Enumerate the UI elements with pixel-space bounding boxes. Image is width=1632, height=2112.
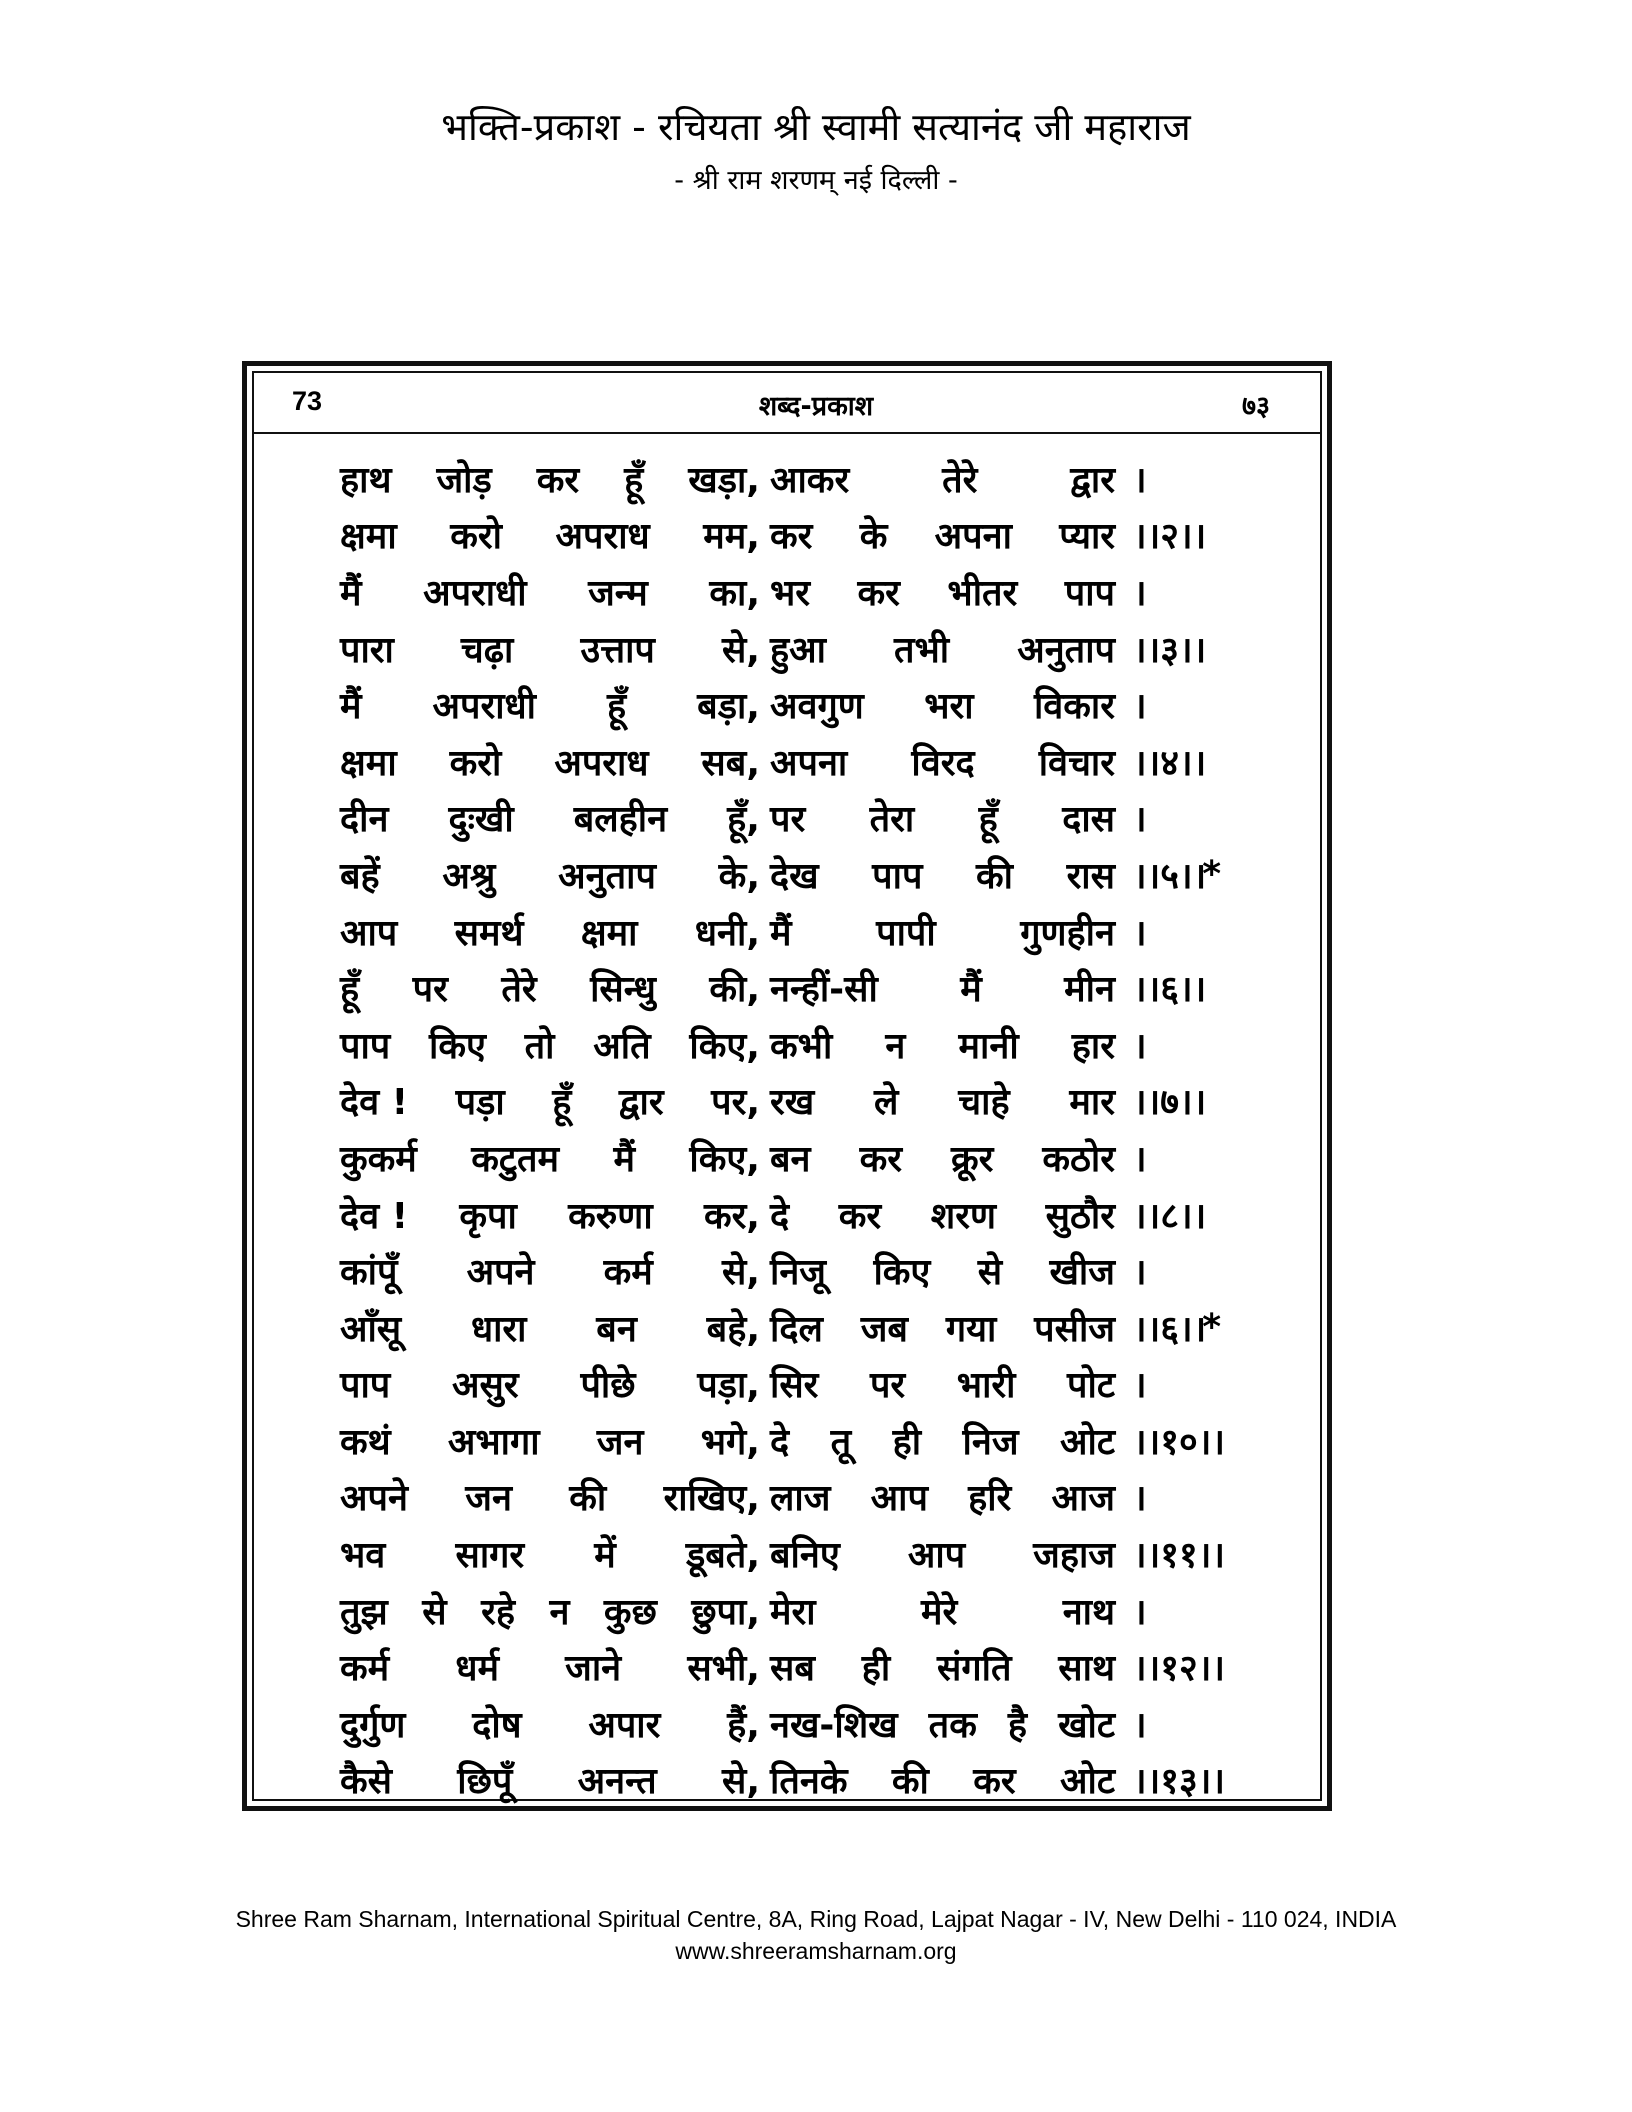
verse-word: धारा xyxy=(470,1308,527,1350)
verse-word: बन xyxy=(770,1138,811,1180)
verse-word: अभागा xyxy=(447,1421,540,1463)
verse-word: भगे, xyxy=(700,1421,760,1463)
verse-word: कर xyxy=(838,1195,882,1237)
verse-number: ।।८।। xyxy=(1133,1195,1207,1237)
verse-word: कर xyxy=(770,516,813,558)
verse-word: द्वार xyxy=(618,1082,664,1124)
verse-second-half xyxy=(770,1586,1115,1635)
verse-word: सब xyxy=(770,1648,815,1690)
verse-word: किए xyxy=(873,1252,931,1294)
verse-word: धर्म xyxy=(455,1648,499,1690)
verse-first-half xyxy=(340,1359,760,1408)
verse-line xyxy=(340,1582,1280,1639)
verse-number: ।।११।। xyxy=(1133,1535,1226,1577)
verse-word: रास xyxy=(1066,855,1115,897)
verse-word: अश्रु xyxy=(442,855,496,897)
verse-word: द्वार xyxy=(1070,459,1115,501)
verse-first-half xyxy=(340,737,760,786)
verse-word: मैं xyxy=(770,912,792,954)
verse-word: अनन्त xyxy=(577,1761,657,1803)
footer-website: www.shreeramsharnam.org xyxy=(675,1938,957,1964)
verse-number: । xyxy=(1133,572,1147,614)
verse-first-half xyxy=(340,567,760,616)
verse-word: हैं, xyxy=(727,1704,760,1746)
verse-word: करुणा xyxy=(568,1195,653,1237)
verse-word: हूँ xyxy=(340,969,360,1011)
verse-word: दुर्गुण xyxy=(340,1704,406,1746)
verse-word: सभी, xyxy=(687,1648,760,1690)
verse-first-half xyxy=(340,1303,760,1352)
verse-word: रख xyxy=(770,1082,815,1124)
verse-word: हरि xyxy=(968,1478,1012,1520)
verse-first-half xyxy=(340,1699,760,1748)
verse-word: आज xyxy=(1051,1478,1115,1520)
verse-word: क्षमा xyxy=(340,742,397,784)
verse-word: पारा xyxy=(340,629,394,671)
verse-first-half xyxy=(340,1586,760,1635)
verse-line xyxy=(340,790,1280,847)
verse-number: ।।७।। xyxy=(1133,1082,1207,1124)
verse-word: अपराधी xyxy=(432,686,537,728)
verse-line xyxy=(340,676,1280,733)
verse-word: पाप xyxy=(872,855,923,897)
verse-number: । xyxy=(1133,1704,1147,1746)
verse-word: बहे, xyxy=(706,1308,760,1350)
verse-word: है xyxy=(1007,1704,1028,1746)
verse-word: आप xyxy=(340,912,398,954)
verse-word: कटुतम xyxy=(471,1138,560,1180)
verse-first-half xyxy=(340,963,760,1012)
verse-word: डूबते, xyxy=(685,1535,760,1577)
verse-word: पाप xyxy=(1064,572,1115,614)
verse-word: देख xyxy=(770,855,819,897)
verse-word: आकर xyxy=(770,459,850,501)
verse-first-half xyxy=(340,454,760,503)
verse-line xyxy=(340,846,1280,903)
verse-first-half xyxy=(340,680,760,729)
verse-word: समर्थ xyxy=(454,912,524,954)
verse-word: रहे xyxy=(481,1591,515,1633)
verse-word: बहें xyxy=(340,855,380,897)
verse-line xyxy=(340,733,1280,790)
verse-number: । xyxy=(1133,1252,1147,1294)
verse-line xyxy=(340,563,1280,620)
verse-word: कर, xyxy=(703,1195,760,1237)
verse-word: कर्म xyxy=(603,1252,653,1294)
verse-word: छिपूँ xyxy=(457,1761,513,1803)
verse-line xyxy=(340,450,1280,507)
verse-word: मैं xyxy=(613,1138,636,1180)
verse-second-half xyxy=(770,793,1115,842)
verse-first-half xyxy=(340,624,760,673)
verse-second-half xyxy=(770,1190,1115,1239)
verse-word: हूँ, xyxy=(727,799,760,841)
verse-word: करो xyxy=(449,742,502,784)
verse-word: ही xyxy=(861,1648,891,1690)
verse-word: मेरे xyxy=(921,1591,958,1633)
verse-word: आँसू xyxy=(340,1308,402,1350)
verse-first-half xyxy=(340,1472,760,1521)
verse-line xyxy=(340,1016,1280,1073)
verse-second-half xyxy=(770,1303,1115,1352)
verse-word: तुझ xyxy=(340,1591,388,1633)
verse-number: । xyxy=(1133,1138,1147,1180)
verse-word: सिन्धु xyxy=(590,969,656,1011)
verse-first-half xyxy=(340,1133,760,1182)
verse-line xyxy=(340,1752,1280,1809)
verse-word: अपराधी xyxy=(423,572,527,614)
verse-second-half xyxy=(770,1529,1115,1578)
verse-word: से, xyxy=(721,629,760,671)
verse-word: गुणहीन xyxy=(1020,912,1115,954)
verse-word: नन्हीं-सी xyxy=(770,969,878,1011)
verse-second-half xyxy=(770,850,1115,899)
verse-word: मानी xyxy=(958,1025,1019,1067)
verse-word: जन xyxy=(596,1421,644,1463)
verse-word: बड़ा, xyxy=(697,686,760,728)
verse-word: कर xyxy=(859,1138,902,1180)
verse-second-half xyxy=(770,680,1115,729)
verse-word: सिर xyxy=(770,1365,819,1407)
verse-word: का, xyxy=(709,572,760,614)
verse-number: ।।२।। xyxy=(1133,516,1207,558)
verse-word: की xyxy=(891,1761,929,1803)
verse-word: देव ! xyxy=(340,1082,409,1124)
verse-word: कठोर xyxy=(1042,1138,1115,1180)
verse-word: पर xyxy=(412,969,448,1011)
verse-word: हूँ xyxy=(624,459,644,501)
verse-word: क्षमा xyxy=(340,516,397,558)
verse-first-half xyxy=(340,907,760,956)
verse-word: भरा xyxy=(924,686,974,728)
verse-word: कर xyxy=(536,459,580,501)
footer-address: Shree Ram Sharnam, International Spiritual Centre, 8A, Ring Road, Lajpat Nagar - IV, New Delhi - 110 024, INDIA xyxy=(235,1906,1397,1932)
verse-number: । xyxy=(1133,686,1147,728)
verse-word: जहाज xyxy=(1033,1535,1115,1577)
verse-line xyxy=(340,1412,1280,1469)
verse-word: आप xyxy=(870,1478,928,1520)
verse-word: हार xyxy=(1071,1025,1115,1067)
verse-word: बन xyxy=(596,1308,637,1350)
verse-word: हुआ xyxy=(770,629,826,671)
verse-word: न xyxy=(549,1591,570,1633)
verse-word: विरद xyxy=(911,742,975,784)
verse-word: पर xyxy=(770,799,806,841)
verse-word: पापी xyxy=(876,912,936,954)
verse-word: सागर xyxy=(455,1535,525,1577)
verse-word: करो xyxy=(450,516,502,558)
verse-word: अपने xyxy=(466,1252,535,1294)
verse-number: । xyxy=(1133,1025,1147,1067)
verse-word: अनुताप xyxy=(1017,629,1115,671)
verse-word: अपराध xyxy=(555,516,650,558)
verse-word: छुपा, xyxy=(691,1591,760,1633)
verse-word: मार xyxy=(1069,1082,1115,1124)
verse-second-half xyxy=(770,907,1115,956)
verse-word: मैं xyxy=(340,572,362,614)
verse-number: । xyxy=(1133,1478,1147,1520)
page-header-subtitle: - श्री राम शरणम् नई दिल्ली - xyxy=(674,165,958,196)
verse-word: साथ xyxy=(1058,1648,1115,1690)
verse-word: शरण xyxy=(930,1195,997,1237)
verse-star-mark: * xyxy=(1202,1306,1222,1348)
verse-word: असुर xyxy=(452,1365,519,1407)
verse-word: प्यार xyxy=(1059,516,1115,558)
verse-word: भारी xyxy=(956,1365,1016,1407)
verse-first-half xyxy=(340,1076,760,1125)
verse-word: के xyxy=(859,516,888,558)
verse-second-half xyxy=(770,1642,1115,1691)
verse-word: निजू xyxy=(770,1252,827,1294)
verse-word: हूँ xyxy=(552,1082,572,1124)
verse-word: किए xyxy=(429,1025,486,1067)
verse-word: किए, xyxy=(689,1138,760,1180)
verse-line xyxy=(340,1242,1280,1299)
verse-word: पर, xyxy=(711,1082,760,1124)
page-number-devanagari: ७३ xyxy=(1242,391,1271,422)
verse-word: हूँ xyxy=(607,686,627,728)
verse-word: नाथ xyxy=(1062,1591,1115,1633)
verse-word: ओट xyxy=(1060,1421,1115,1463)
verse-line xyxy=(340,1129,1280,1186)
verse-first-half xyxy=(340,1190,760,1239)
verse-star-mark: * xyxy=(1202,853,1222,895)
verse-word: मीन xyxy=(1064,969,1115,1011)
verse-word: क्रूर xyxy=(950,1138,994,1180)
verse-word: कुछ xyxy=(603,1591,657,1633)
verse-second-half xyxy=(770,1076,1115,1125)
verse-word: किए, xyxy=(689,1025,760,1067)
verse-second-half xyxy=(770,1246,1115,1295)
verse-word: विकार xyxy=(1033,686,1115,728)
verse-word: कांपूँ xyxy=(340,1252,398,1294)
verse-second-half xyxy=(770,1472,1115,1521)
verse-word: मम, xyxy=(703,516,760,558)
verse-word: संगति xyxy=(937,1648,1012,1690)
verse-word: पाप xyxy=(340,1365,391,1407)
verse-word: भव xyxy=(340,1535,386,1577)
verse-line xyxy=(340,620,1280,677)
verse-line xyxy=(340,1073,1280,1130)
verse-word: कर xyxy=(973,1761,1016,1803)
verse-word: कैसे xyxy=(340,1761,392,1803)
verse-word: उत्ताप xyxy=(580,629,655,671)
verse-second-half xyxy=(770,1359,1115,1408)
verse-word: पोट xyxy=(1067,1365,1115,1407)
verse-word: दिल xyxy=(770,1308,823,1350)
verse-word: के, xyxy=(718,855,760,897)
verse-second-half xyxy=(770,1755,1115,1804)
verse-word: सब, xyxy=(701,742,760,784)
verse-word: कर्म xyxy=(340,1648,390,1690)
verse-word: हूँ xyxy=(978,799,998,841)
verse-word: क्षमा xyxy=(580,912,638,954)
verse-word: दे xyxy=(770,1195,790,1237)
verse-word: से, xyxy=(721,1761,760,1803)
verse-number: । xyxy=(1133,459,1147,501)
verse-word: मैं xyxy=(340,686,362,728)
verse-word: पड़ा xyxy=(455,1082,505,1124)
verse-word: कुकर्म xyxy=(340,1138,417,1180)
verse-word: पसीज xyxy=(1034,1308,1115,1350)
verse-word: मैं xyxy=(960,969,982,1011)
verse-word: से, xyxy=(721,1252,760,1294)
page-header-title: भक्ति-प्रकाश - रचियता श्री स्वामी सत्यानंद जी महाराज xyxy=(441,105,1191,149)
verse-word: नख-शिख xyxy=(770,1704,898,1746)
verse-word: न xyxy=(885,1025,906,1067)
verse-word: धनी, xyxy=(694,912,760,954)
verse-number: ।।१२।। xyxy=(1133,1648,1226,1690)
verse-second-half xyxy=(770,1020,1115,1069)
verse-word: दुःखी xyxy=(448,799,514,841)
verse-word: गया xyxy=(945,1308,997,1350)
verse-word: खीज xyxy=(1049,1252,1115,1294)
verse-word: सुठौर xyxy=(1045,1195,1115,1237)
verse-word: बनिए xyxy=(770,1535,840,1577)
verse-word: चाहे xyxy=(958,1082,1010,1124)
verse-second-half xyxy=(770,510,1115,559)
verse-word: जन xyxy=(465,1478,512,1520)
verse-line xyxy=(340,1186,1280,1243)
verse-first-half xyxy=(340,1642,760,1691)
verse-word: विचार xyxy=(1038,742,1115,784)
verse-word: पर xyxy=(869,1365,906,1407)
verse-first-half xyxy=(340,1416,760,1465)
verse-number: ।।४।। xyxy=(1133,742,1207,784)
verse-word: जाने xyxy=(565,1648,622,1690)
verse-word: राखिए, xyxy=(663,1478,760,1520)
verse-second-half xyxy=(770,454,1115,503)
verse-word: पड़ा, xyxy=(697,1365,760,1407)
verse-word: से xyxy=(422,1591,447,1633)
verse-first-half xyxy=(340,1020,760,1069)
verse-word: कभी xyxy=(770,1025,833,1067)
verse-second-half xyxy=(770,737,1115,786)
verse-number: । xyxy=(1133,912,1147,954)
verse-number: ।।५।। xyxy=(1133,855,1207,897)
verse-line xyxy=(340,507,1280,564)
verse-word: अवगुण xyxy=(770,686,864,728)
verse-word: तभी xyxy=(893,629,950,671)
verse-line xyxy=(340,1299,1280,1356)
verse-word: जब xyxy=(860,1308,908,1350)
header-rule xyxy=(254,432,1320,434)
verse-line xyxy=(340,959,1280,1016)
verse-word: अपार xyxy=(588,1704,661,1746)
verse-second-half xyxy=(770,624,1115,673)
verse-list xyxy=(340,450,1280,1808)
verse-number: ।।१३।। xyxy=(1133,1761,1226,1803)
verse-line xyxy=(340,1695,1280,1752)
verse-first-half xyxy=(340,510,760,559)
verse-word: निज xyxy=(962,1421,1019,1463)
verse-word: कर xyxy=(857,572,900,614)
verse-word: तेरे xyxy=(942,459,978,501)
verse-first-half xyxy=(340,850,760,899)
verse-word: तेरे xyxy=(501,969,537,1011)
verse-second-half xyxy=(770,567,1115,616)
verse-word: दोष xyxy=(472,1704,522,1746)
verse-number: ।।६।। xyxy=(1133,1308,1207,1350)
verse-word: चढ़ा xyxy=(460,629,514,671)
verse-second-half xyxy=(770,1416,1115,1465)
verse-word: देव ! xyxy=(340,1195,409,1237)
verse-word: अति xyxy=(593,1025,651,1067)
verse-first-half xyxy=(340,1755,760,1804)
verse-word: ओट xyxy=(1060,1761,1115,1803)
verse-word: दास xyxy=(1062,799,1115,841)
verse-first-half xyxy=(340,1529,760,1578)
verse-word: मेरा xyxy=(770,1591,816,1633)
verse-word: दे xyxy=(770,1421,790,1463)
verse-line xyxy=(340,1469,1280,1526)
verse-word: भर xyxy=(770,572,811,614)
verse-number: ।।१०।। xyxy=(1133,1421,1226,1463)
verse-line xyxy=(340,1638,1280,1695)
verse-word: की xyxy=(976,855,1013,897)
verse-number: । xyxy=(1133,799,1147,841)
verse-first-half xyxy=(340,1246,760,1295)
verse-word: बलहीन xyxy=(573,799,668,841)
verse-word: ले xyxy=(874,1082,899,1124)
page-number: 73 xyxy=(292,386,323,416)
verse-word: की, xyxy=(709,969,760,1011)
verse-word: लाज xyxy=(770,1478,831,1520)
running-head: शब्द-प्रकाश xyxy=(758,391,874,422)
verse-word: से xyxy=(977,1252,1003,1294)
verse-number: । xyxy=(1133,1591,1147,1633)
verse-word: जोड़ xyxy=(436,459,492,501)
verse-word: तिनके xyxy=(770,1761,848,1803)
verse-line xyxy=(340,1356,1280,1413)
verse-word: पीछे xyxy=(580,1365,636,1407)
verse-word: पाप xyxy=(340,1025,391,1067)
verse-word: आप xyxy=(907,1535,966,1577)
verse-second-half xyxy=(770,1699,1115,1748)
verse-word: हाथ xyxy=(340,459,392,501)
verse-word: खोट xyxy=(1058,1704,1115,1746)
verse-second-half xyxy=(770,1133,1115,1182)
verse-number: ।।६।। xyxy=(1133,969,1207,1011)
verse-word: अपराध xyxy=(554,742,649,784)
verse-number: । xyxy=(1133,1365,1147,1407)
verse-word: कृपा xyxy=(459,1195,517,1237)
verse-second-half xyxy=(770,963,1115,1012)
verse-first-half xyxy=(340,793,760,842)
verse-word: अनुताप xyxy=(558,855,656,897)
verse-word: खड़ा, xyxy=(688,459,760,501)
verse-word: अपना xyxy=(770,742,848,784)
verse-line xyxy=(340,903,1280,960)
verse-line xyxy=(340,1525,1280,1582)
verse-word: अपना xyxy=(934,516,1012,558)
verse-word: में xyxy=(594,1535,616,1577)
verse-word: ही xyxy=(892,1421,922,1463)
verse-word: तू xyxy=(830,1421,852,1463)
verse-word: की xyxy=(569,1478,607,1520)
verse-word: भीतर xyxy=(947,572,1018,614)
verse-word: तक xyxy=(928,1704,977,1746)
verse-word: दीन xyxy=(340,799,389,841)
verse-word: तेरा xyxy=(869,799,915,841)
verse-word: कथं xyxy=(340,1421,391,1463)
verse-word: जन्म xyxy=(588,572,648,614)
verse-word: तो xyxy=(524,1025,555,1067)
verse-number: ।।३।। xyxy=(1133,629,1207,671)
verse-word: अपने xyxy=(340,1478,408,1520)
